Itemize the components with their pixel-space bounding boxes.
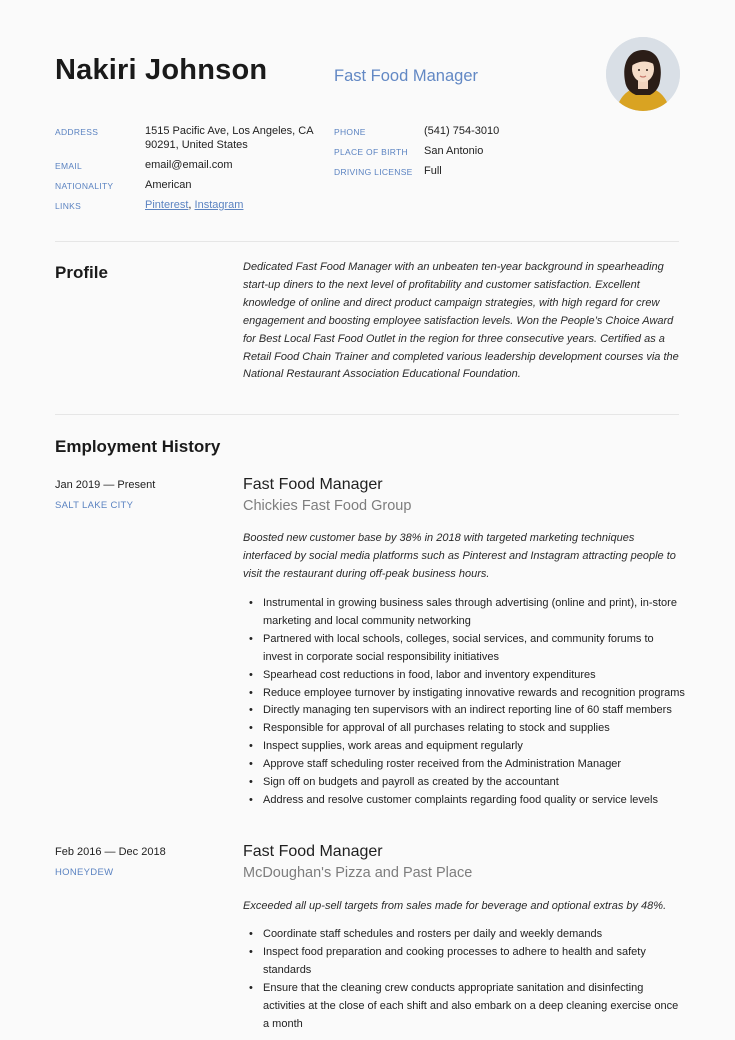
job-1-bullets (243, 595, 685, 810)
nationality-label: NATIONALITY (55, 181, 114, 191)
job-role-title: Fast Food Manager (334, 67, 478, 85)
contact-details-left (55, 124, 315, 218)
contact-row-email (55, 158, 315, 172)
pinterest-link[interactable]: Pinterest (145, 199, 189, 211)
contact-row-links (55, 198, 315, 212)
bullet-text: Inspect supplies, work areas and equipment regularly (263, 740, 523, 753)
bullet-icon: • (249, 945, 253, 958)
phone-label: PHONE (334, 127, 366, 137)
license-label: DRIVING LICENSE (334, 167, 413, 177)
email-label: EMAIL (55, 161, 83, 171)
instagram-link[interactable]: Instagram (194, 199, 244, 211)
bullet-icon: • (249, 981, 253, 994)
links-value (145, 198, 243, 212)
bullet-text: Address and resolve customer complaints regarding food quality or service levels (263, 793, 658, 806)
job-2-dates: Feb 2016 — Dec 2018 (55, 846, 166, 858)
avatar (606, 37, 680, 111)
bullet-icon: • (249, 722, 253, 735)
job-1-company: Chickies Fast Food Group (243, 498, 412, 514)
contact-row-birthplace (334, 144, 584, 158)
job-2-company: McDoughan's Pizza and Past Place (243, 865, 473, 881)
birthplace-value: San Antonio (424, 145, 484, 157)
profile-heading: Profile (55, 263, 108, 282)
bullet-text: Spearhead cost reductions in food, labor and inventory expenditures (263, 668, 596, 681)
job-2-bullets (243, 926, 685, 1033)
links-label: LINKS (55, 201, 82, 211)
license-value: Full (424, 165, 442, 177)
bullet-text: Ensure that the cleaning crew conducts appropriate sanitation and disinfecting activities at the close of each shift and also embark on a deep cleaning exercise once a month (263, 981, 679, 1030)
bullet-icon: • (249, 597, 253, 609)
bullet-text: Instrumental in growing business sales through advertising (online and print), in-store marketing and local community networking (263, 597, 677, 627)
contact-row-phone (334, 124, 584, 138)
contact-row-license (334, 164, 584, 178)
address-value: 1515 Pacific Ave, Los Angeles, CA 90291, United States (145, 125, 313, 151)
bullet-icon: • (249, 668, 253, 681)
list-item (243, 944, 685, 980)
bullet-text: Sign off on budgets and payroll as created by the accountant (263, 776, 559, 789)
list-item (243, 595, 685, 631)
phone-value: (541) 754-3010 (424, 125, 500, 137)
employment-heading: Employment History (55, 437, 221, 456)
list-item (243, 720, 685, 738)
contact-row-address (55, 124, 315, 152)
list-item (243, 926, 685, 944)
job-2-location: HONEYDEW (55, 867, 114, 878)
bullet-icon: • (249, 704, 253, 717)
bullet-icon: • (249, 793, 253, 806)
list-item (243, 667, 685, 685)
bullet-text: Partnered with local schools, colleges, social services, and community forums to invest in corporate social responsibility initiatives (263, 632, 654, 663)
list-item (243, 756, 685, 774)
bullet-icon: • (249, 928, 253, 940)
bullet-icon: • (249, 686, 253, 699)
bullet-icon: • (249, 632, 253, 645)
job-1-summary: Boosted new customer base by 38% in 2018 with targeted marketing techniques interfaced by social media platforms such as Pinterest and Instagram attracting people to visit the restaurant during off-peak business hours. (243, 532, 676, 580)
email-value: email@email.com (145, 159, 233, 171)
bullet-icon: • (249, 776, 253, 789)
list-item (243, 792, 685, 810)
address-label: ADDRESS (55, 127, 99, 137)
job-1-title: Fast Food Manager (243, 476, 383, 493)
contact-row-nationality (55, 178, 315, 192)
bullet-text: Reduce employee turnover by instigating innovative rewards and recognition programs (263, 686, 685, 699)
list-item (243, 980, 685, 1034)
bullet-text: Responsible for approval of all purchases relating to stock and supplies (263, 722, 610, 735)
list-item (243, 631, 685, 667)
bullet-text: Inspect food preparation and cooking processes to adhere to health and safety standards (263, 945, 646, 976)
divider-profile (55, 414, 679, 415)
job-2-title: Fast Food Manager (243, 843, 383, 860)
profile-text: Dedicated Fast Food Manager with an unbeaten ten-year background in spearheading start-up diners to the next level of profitability and customer satisfaction. Excellent knowledge of online and direct product campaign strategies, with high regard for crew engagement and boosting employee satisfaction levels. Won the People’s Choice Award for Best Local Fast Food Outlet in the region for three consecutive years. Certified as a Retail Food Chain Trainer and completed various leadership development courses via the National Restaurant Association Educational Foundation. (243, 261, 679, 381)
nationality-value: American (145, 179, 192, 191)
contact-details-right (334, 124, 584, 184)
list-item (243, 738, 685, 756)
profile-photo (606, 37, 680, 111)
job-1-location: SALT LAKE CITY (55, 500, 134, 511)
job-1-dates: Jan 2019 — Present (55, 479, 156, 491)
list-item (243, 702, 685, 720)
bullet-text: Approve staff scheduling roster received from the Administration Manager (263, 758, 622, 771)
bullet-icon: • (249, 758, 253, 771)
bullet-icon: • (249, 740, 253, 753)
links-separator: , (188, 199, 192, 211)
candidate-name: Nakiri Johnson (55, 54, 268, 86)
birthplace-label: PLACE OF BIRTH (334, 147, 408, 157)
list-item (243, 774, 685, 792)
divider-top (55, 241, 679, 242)
job-2-summary: Exceeded all up-sell targets from sales made for beverage and optional extras by 48%. (243, 900, 667, 912)
bullet-text: Directly managing ten supervisors with an indirect reporting line of 60 staff members (263, 704, 672, 717)
bullet-text: Coordinate staff schedules and rosters per daily and weekly demands (263, 928, 603, 940)
list-item (243, 685, 685, 703)
